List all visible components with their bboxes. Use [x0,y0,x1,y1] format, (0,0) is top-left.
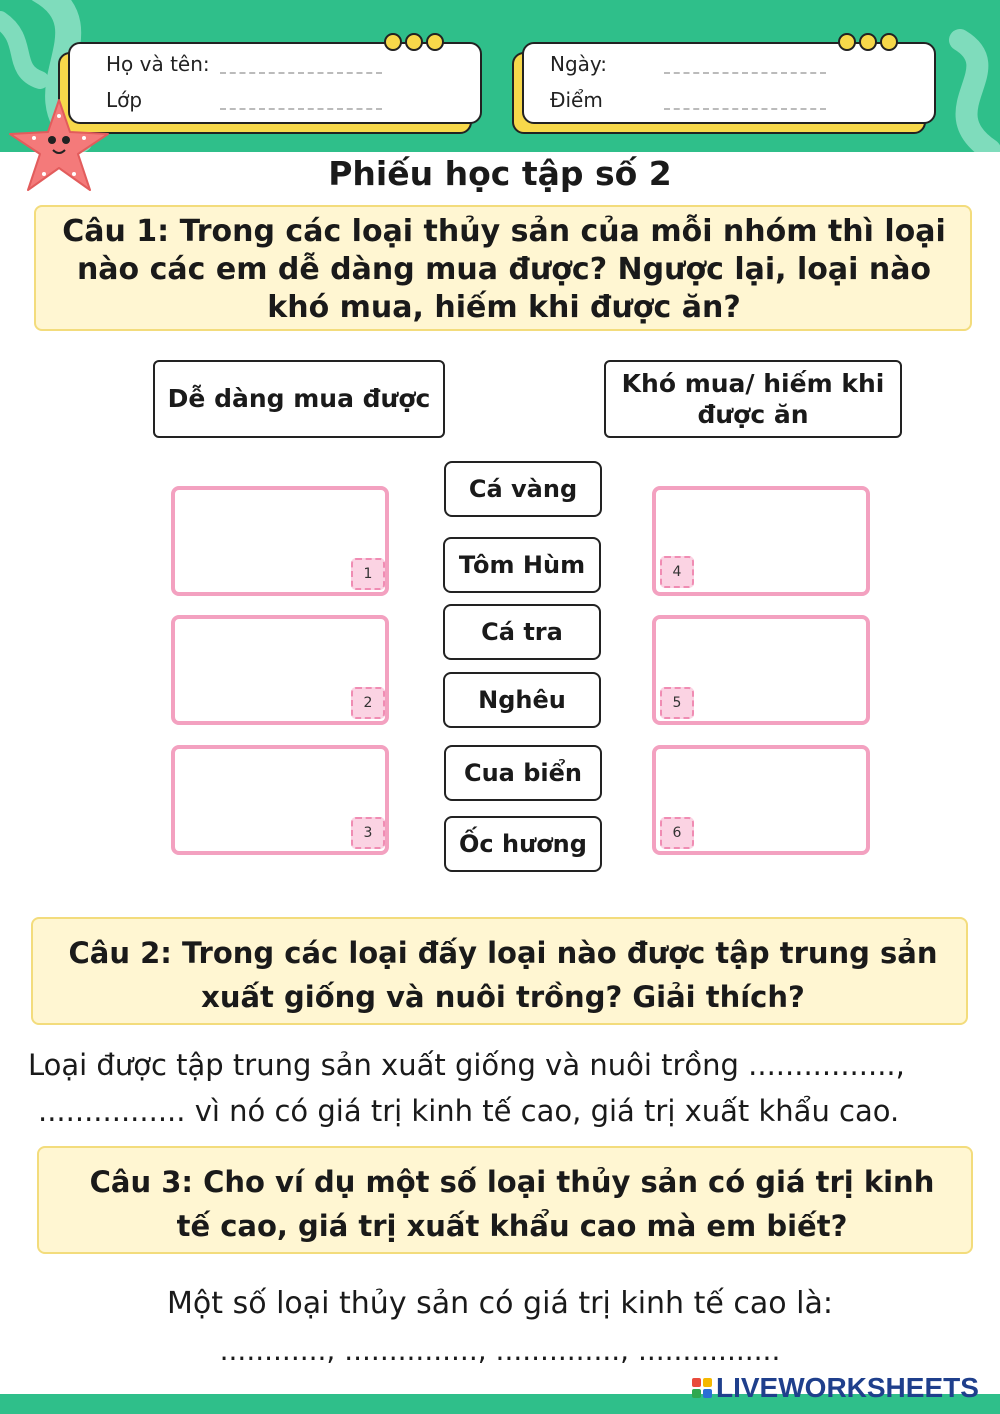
answer-2-line-2: ................ vì nó có giá trị kinh tế cao, giá trị xuất khẩu cao. [38,1094,900,1128]
drop-zone-number: 6 [660,817,694,849]
drag-item[interactable]: Nghêu [443,672,601,728]
question-3-text: Câu 3: Cho ví dụ một số loại thủy sản có giá trị kinh tế cao, giá trị xuất khẩu cao mà em biết? [89,1165,935,1243]
date-label: Ngày: [550,52,608,76]
drag-item[interactable]: Cua biển [444,745,602,801]
answer-3-line-1: Một số loại thủy sản có giá trị kinh tế cao là: [167,1286,833,1321]
drag-item[interactable]: Cá tra [443,604,601,660]
drop-zone-number: 5 [660,687,694,719]
question-1-text: Câu 1: Trong các loại thủy sản của mỗi nhóm thì loại nào các em dễ dàng mua được? Ngược lại, loại nào khó mua, hiếm khi được ăn? [62,214,946,325]
drop-zone-number: 4 [660,556,694,588]
category-hard-to-buy: Khó mua/ hiếm khi được ăn [604,360,902,438]
score-label: Điểm [550,88,603,112]
class-blank[interactable] [220,108,382,110]
drop-zone-5[interactable] [652,615,870,725]
liveworksheets-icon [692,1378,712,1398]
page-title: Phiếu học tập số 2 [328,154,672,193]
name-card [68,42,482,124]
drag-item[interactable]: Cá vàng [444,461,602,517]
class-label: Lớp [106,88,143,112]
drop-zone-number: 1 [351,558,385,590]
answer-2-line-1: Loại được tập trung sản xuất giống và nuôi trồng ................, [28,1048,905,1082]
question-1-box [34,205,972,331]
liveworksheets-logo[interactable] [692,1372,979,1404]
answer-3-line-2: ............, ..............., .............., ................ [219,1334,781,1367]
drop-zone-number: 3 [351,817,385,849]
drop-zone-2[interactable] [171,615,389,725]
score-blank[interactable] [664,108,826,110]
drop-zone-4[interactable] [652,486,870,596]
drop-zone-1[interactable] [171,486,389,596]
drop-zone-3[interactable] [171,745,389,855]
brand-name: LIVEWORKSHEETS [716,1372,979,1403]
drag-item[interactable]: Tôm Hùm [443,537,601,593]
category-easy-to-buy: Dễ dàng mua được [153,360,445,438]
question-3-box [37,1146,973,1254]
drag-item[interactable]: Ốc hương [444,816,602,872]
drop-zone-number: 2 [351,687,385,719]
date-blank[interactable] [664,72,826,74]
name-blank[interactable] [220,72,382,74]
name-label: Họ và tên: [106,52,210,76]
question-2-text: Câu 2: Trong các loại đấy loại nào được tập trung sản xuất giống và nuôi trồng? Giải thích? [68,936,938,1014]
card-dots-left [384,33,444,51]
card-dots-right [838,33,898,51]
question-2-box [31,917,968,1025]
drop-zone-6[interactable] [652,745,870,855]
date-card [522,42,936,124]
